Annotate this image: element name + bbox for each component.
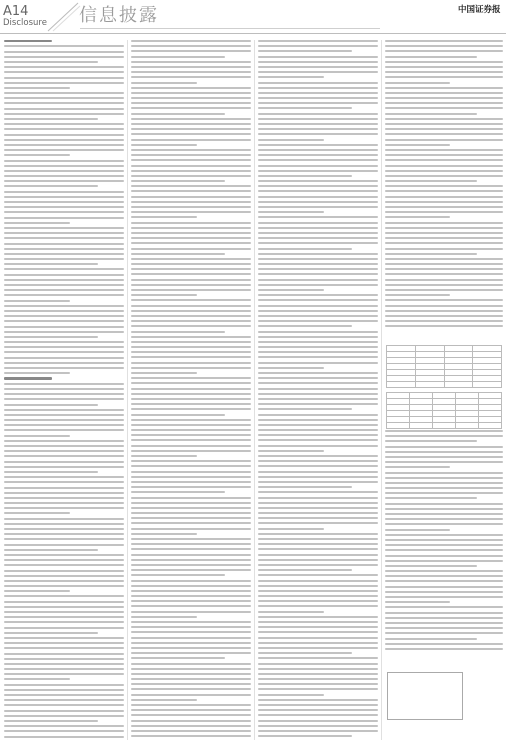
info-box xyxy=(387,672,463,720)
page-header xyxy=(0,0,506,34)
article-column-3 xyxy=(258,40,378,740)
section-title: 信息披露 xyxy=(79,5,159,26)
page-number: A14 xyxy=(3,4,29,19)
header-slash-graphic xyxy=(42,2,82,32)
column-divider xyxy=(127,40,128,740)
article-column-2 xyxy=(131,40,251,740)
header-divider xyxy=(0,33,506,34)
section-english: Disclosure xyxy=(3,18,47,28)
article-column-1 xyxy=(4,40,124,740)
financial-table-2 xyxy=(386,392,502,429)
article-column-4-lower xyxy=(385,430,503,670)
article-column-4 xyxy=(385,40,503,340)
financial-table-1 xyxy=(386,345,502,388)
header-rule xyxy=(80,28,380,29)
column-divider xyxy=(254,40,255,740)
newspaper-logo: 中国证券报 xyxy=(458,5,501,15)
column-divider xyxy=(381,40,382,740)
